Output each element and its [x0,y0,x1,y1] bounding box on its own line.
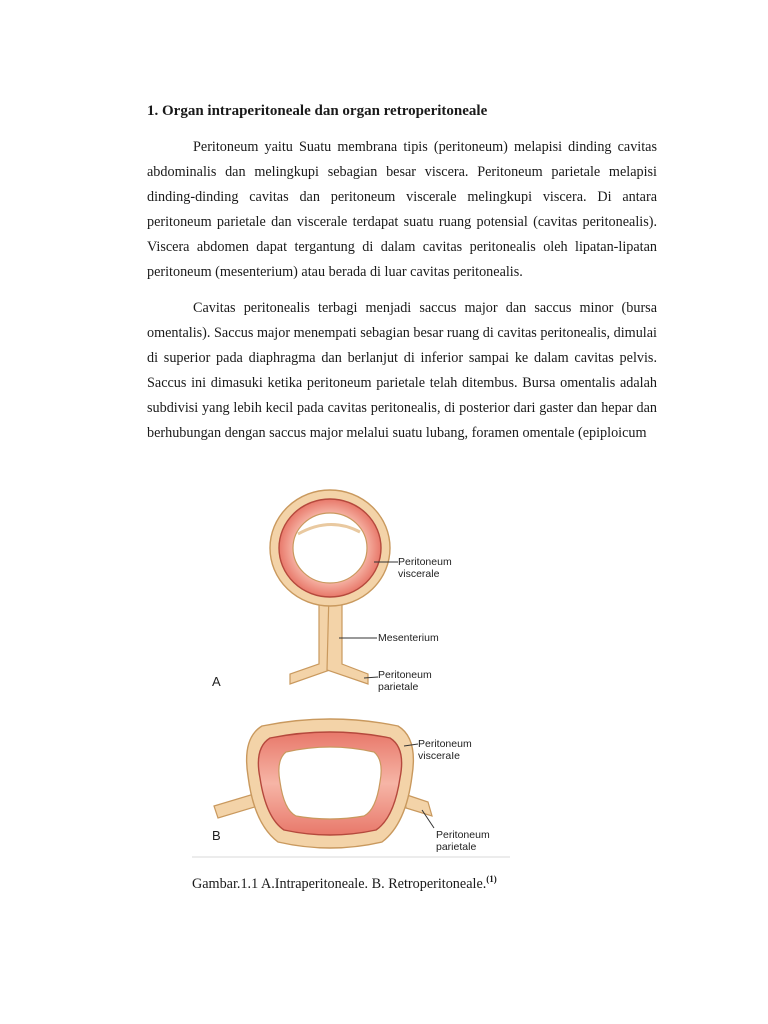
a-visceral-label-1: Peritoneum [398,556,452,568]
paragraph-2: Cavitas peritonealis terbagi menjadi saccus major dan saccus minor (bursa omentalis). Saccus major menempati sebagian besar ruang di cavitas peritonealis, dimulai di superior pada diaphragma dan berlanjut di inferior sampai ke dalam cavitas pelvis. Saccus ini dimasuki ketika peritoneum parietale telah ditembus. Bursa omentalis adalah subdivisi yang lebih kecil pada cavitas peritonealis, di posterior dari gaster dan hepar dan berhubungan dengan saccus major melalui suatu lubang, foramen omentale (epiploicum [147,300,657,441]
a-parietal-label-2: parietale [378,681,419,693]
figure-caption [192,874,497,893]
panel-a-diagram [270,490,390,684]
section-heading: 1. Organ intraperitoneale dan organ retroperitoneale [147,103,488,119]
b-parietal-label-2: parietale [436,841,477,853]
paragraph-1: Peritoneum yaitu Suatu membrana tipis (peritoneum) melapisi dinding cavitas abdominalis dan melingkupi sebagian besar viscera. Peritoneum parietale melapisi dinding-dinding cavitas dan peritoneum viscerale melingkupi viscera. Di antara peritoneum parietale dan viscerale terdapat suatu ruang potensial (cavitas peritonealis). Viscera abdomen dapat tergantung di dalam cavitas peritonealis oleh lipatan-lipatan peritoneum (mesenterium) atau berada di luar cavitas peritonealis. [147,139,657,280]
retro-organ-lumen [279,747,381,819]
caption-reference: (1) [486,874,497,884]
panel-b-letter: B [212,828,221,843]
peritoneum-illustration [192,476,510,860]
b-parietal-label-1: Peritoneum [436,829,490,841]
b-visceral-label-1: Peritoneum [418,738,472,750]
a-parietal-label-1: Peritoneum [378,669,432,681]
a-mesentery-label: Mesenterium [378,632,439,644]
a-visceral-label-2: viscerale [398,568,440,580]
panel-b-diagram [214,719,432,848]
peritoneum-figure [192,476,510,860]
caption-text: Gambar.1.1 A.Intraperitoneale. B. Retroperitoneale. [192,876,487,892]
b-visceral-label-2: visceraIe [418,750,461,762]
panel-a-letter: A [212,674,221,689]
